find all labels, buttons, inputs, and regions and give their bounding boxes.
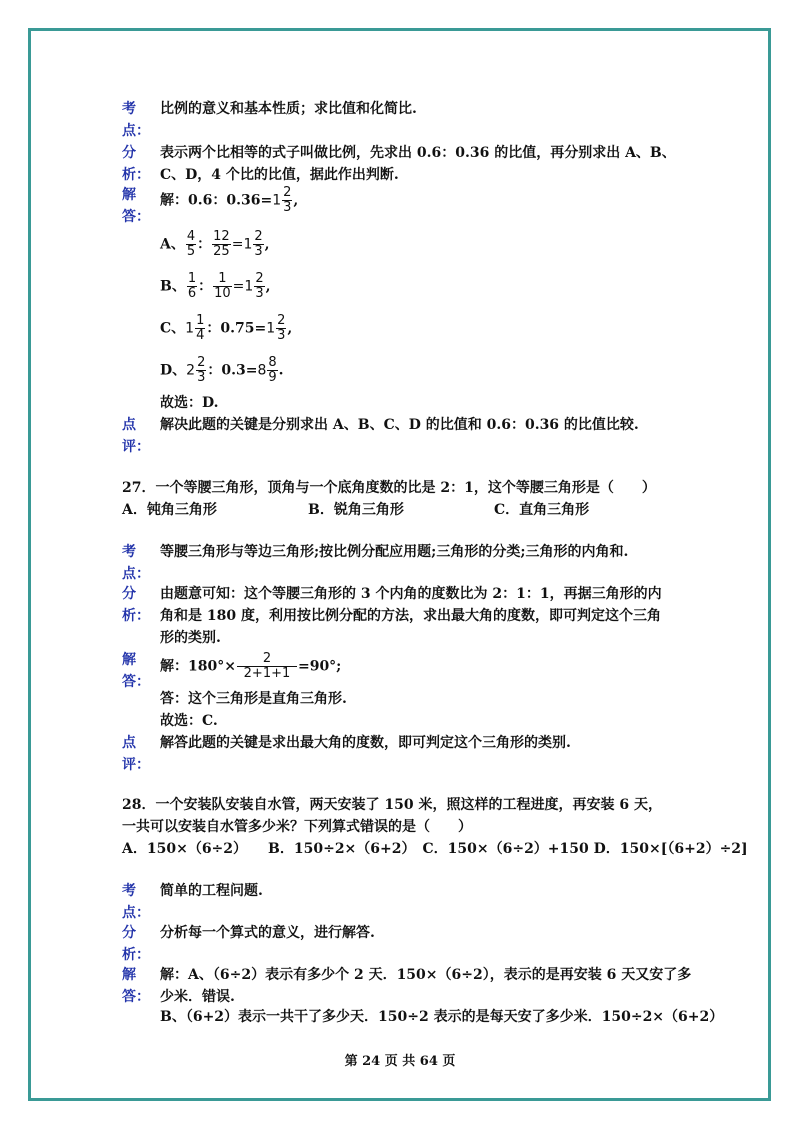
- fenxi-text: 角和是 180 度，利用按比例分配的方法，求出最大角的度数，即可判定这个三角: [160, 608, 661, 624]
- option-c: C．直角三角形: [494, 502, 590, 518]
- fenxi-label: 析：: [122, 608, 150, 624]
- option-b: B．锐角三角形: [308, 502, 404, 518]
- option-b-calc: B、 $\frac{1}{6}$ ： $\frac{1}{10}$ =1 $\frac{2}{3}$ ,: [160, 271, 271, 301]
- solution-line: B、（6+2）表示一共干了多少天．150÷2 表示的是每天安了多少米．150÷2×（6+2）: [160, 1009, 724, 1025]
- kaodian-label: 考: [122, 101, 136, 117]
- kaodian-label: 点：: [122, 905, 150, 921]
- jieda-label: 答：: [122, 209, 150, 225]
- question-27: 27．一个等腰三角形，顶角与一个底角度数的比是 2：1，这个等腰三角形是（ ）: [122, 480, 656, 496]
- option-a-calc: A、 $\frac{4}{5}$ ： $\frac{12}{25}$ =1 $\frac{2}{3}$ ,: [160, 229, 270, 259]
- solution-line: 解：0.6：0.36=1 $\frac{2}{3}$ ,: [160, 185, 299, 215]
- dianping-label: 评：: [122, 439, 150, 455]
- answer-choice: 故选：D.: [160, 395, 219, 411]
- fenxi-label: 分: [122, 145, 136, 161]
- solution-line: 少米．错误.: [160, 989, 235, 1005]
- answer-text: 答：这个三角形是直角三角形.: [160, 691, 347, 707]
- fenxi-text: 表示两个比相等的式子叫做比例，先求出 0.6：0.36 的比值，再分别求出 A、B、: [160, 145, 676, 161]
- option-d-calc: D、2 $\frac{2}{3}$ ：0.3=8 $\frac{8}{9}$ .: [160, 355, 284, 385]
- kaodian-label: 点：: [122, 566, 150, 582]
- question-28: 28．一个安装队安装自水管，两天安装了 150 米，照这样的工程进度，再安装 6 天，: [122, 797, 662, 813]
- fenxi-text: 形的类别.: [160, 630, 221, 646]
- fenxi-label: 析：: [122, 167, 150, 183]
- dianping-text: 解决此题的关键是分别求出 A、B、C、D 的比值和 0.6：0.36 的比值比较.: [160, 417, 639, 433]
- kaodian-text: 等腰三角形与等边三角形;按比例分配应用题;三角形的分类;三角形的内角和.: [160, 544, 629, 560]
- dianping-label: 点: [122, 417, 136, 433]
- dianping-text: 解答此题的关键是求出最大角的度数，即可判定这个三角形的类别.: [160, 735, 571, 751]
- solution-line: 解：180°× $\frac{2}{2+1+1}$ =90°;: [160, 651, 342, 681]
- option-a: A．钝角三角形: [122, 502, 217, 518]
- kaodian-label: 考: [122, 883, 136, 899]
- solution-line: 解：A、（6÷2）表示有多少个 2 天．150×（6÷2），表示的是再安装 6 天又安了多: [160, 967, 692, 983]
- answer-choice: 故选：C.: [160, 713, 218, 729]
- question-28: 一共可以安装自水管多少米？下列算式错误的是（ ）: [122, 819, 472, 835]
- kaodian-label: 考: [122, 544, 136, 560]
- fenxi-label: 分: [122, 925, 136, 941]
- kaodian-text: 简单的工程问题.: [160, 883, 263, 899]
- kaodian-text: 比例的意义和基本性质；求比值和化简比.: [160, 101, 417, 117]
- page-footer: 第 24 页 共 64 页: [344, 1054, 456, 1069]
- jieda-label: 解: [122, 652, 136, 668]
- dianping-label: 评：: [122, 757, 150, 773]
- options-28: A．150×（6÷2） B．150÷2×（6+2） C．150×（6÷2）+150 D．150×[（6+2）÷2]: [122, 841, 748, 857]
- kaodian-label: 点：: [122, 123, 150, 139]
- fenxi-label: 分: [122, 586, 136, 602]
- fenxi-text: 由题意可知：这个等腰三角形的 3 个内角的度数比为 2：1：1，再据三角形的内: [160, 586, 662, 602]
- fenxi-text: C、D，4 个比的比值，据此作出判断.: [160, 167, 399, 183]
- jieda-label: 解: [122, 967, 136, 983]
- fenxi-label: 析：: [122, 947, 150, 963]
- jieda-label: 答：: [122, 674, 150, 690]
- jieda-label: 解: [122, 187, 136, 203]
- fenxi-text: 分析每一个算式的意义，进行解答.: [160, 925, 375, 941]
- option-c-calc: C、1 $\frac{1}{4}$ ：0.75=1 $\frac{2}{3}$ ,: [160, 313, 293, 343]
- dianping-label: 点: [122, 735, 136, 751]
- jieda-label: 答：: [122, 989, 150, 1005]
